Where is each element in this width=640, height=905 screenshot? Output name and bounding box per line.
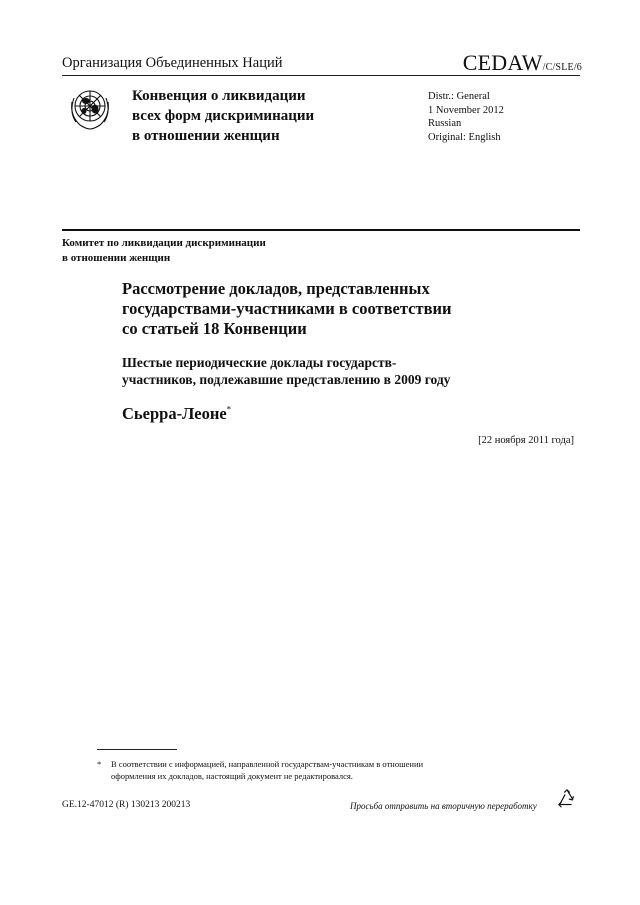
distribution-line: Distr.: General — [428, 91, 490, 102]
un-emblem-icon — [64, 82, 116, 134]
recycle-icon — [556, 788, 578, 810]
convention-title-line: Конвенция о ликвидации — [132, 88, 306, 104]
distribution-line: Original: English — [428, 131, 501, 143]
footnote-reference[interactable]: * — [226, 404, 232, 415]
convention-title-line: всех форм дискриминации — [132, 108, 315, 124]
convention-title-line: в отношении женщин — [132, 128, 280, 144]
header-divider — [62, 75, 580, 76]
title-line: государствами-участниками в соответствии — [122, 299, 452, 318]
document-subtitle — [122, 354, 542, 388]
subtitle-line: Шестые периодические доклады государств- — [122, 355, 397, 370]
symbol-suffix: /C/SLE/6 — [542, 62, 582, 73]
country-heading — [122, 404, 231, 424]
footnote-divider — [97, 749, 177, 750]
title-line: со статьей 18 Конвенции — [122, 319, 307, 338]
committee-name — [62, 236, 362, 266]
footnote-text-line: оформления их докладов, настоящий документ не редактировался. — [111, 771, 353, 781]
footnote-mark: * — [97, 759, 102, 769]
recycle-note: Просьба отправить на вторичную переработку — [350, 801, 537, 811]
footnote — [97, 758, 527, 782]
organization-name: Организация Объединенных Наций — [62, 55, 283, 71]
country-name: Сьерра-Леоне — [122, 404, 227, 423]
document-id: GE.12-47012 (R) 130213 200213 — [62, 800, 191, 810]
subtitle-line: участников, подлежавшие представлению в 2009 году — [122, 372, 451, 387]
distribution-info — [428, 90, 504, 144]
section-divider — [62, 229, 580, 231]
footnote-text-line: В соответствии с информацией, направленной государствам-участникам в отношении — [111, 759, 424, 769]
committee-line: в отношении женщин — [62, 252, 171, 264]
document-title — [122, 279, 542, 339]
committee-line: Комитет по ликвидации дискриминации — [62, 237, 266, 249]
distribution-line: Russian — [428, 118, 462, 129]
submission-date: [22 ноября 2011 года] — [478, 435, 574, 446]
distribution-line: 1 November 2012 — [428, 104, 504, 116]
document-symbol — [463, 50, 582, 76]
symbol-main: CEDAW — [462, 50, 543, 75]
convention-title — [132, 86, 392, 146]
title-line: Рассмотрение докладов, представленных — [122, 279, 430, 298]
